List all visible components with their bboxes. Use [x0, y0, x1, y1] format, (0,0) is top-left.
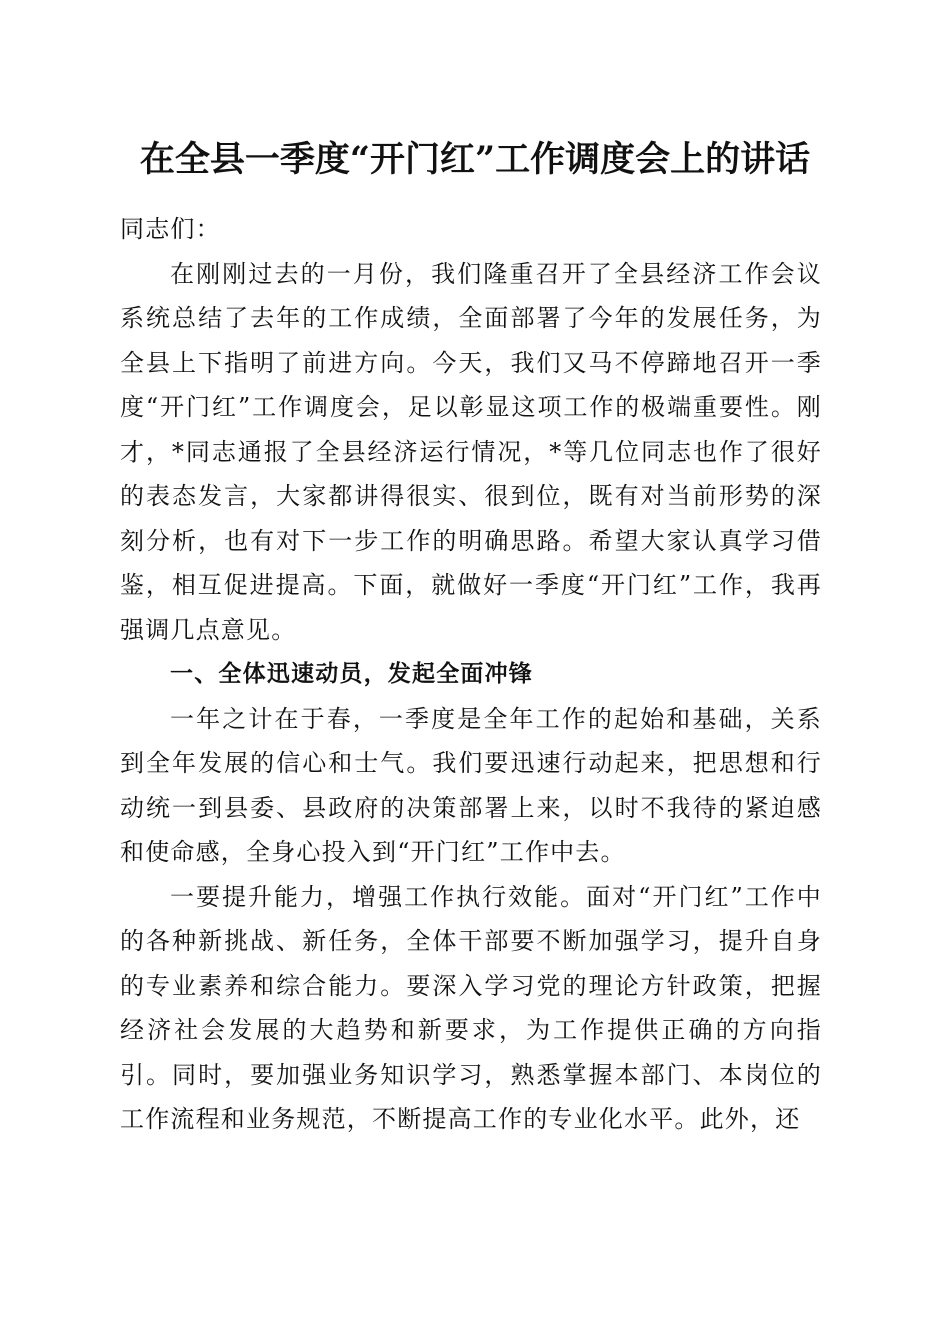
- paragraph-section-1: 一年之计在于春，一季度是全年工作的起始和基础，关系到全年发展的信心和士气。我们要迅速行动起来，把思想和行动统一到县委、县政府的决策部署上来，以时不我待的紧迫感和使命感，全身心投入到“开门红”工作中去。: [120, 704, 822, 866]
- document-title: 在全县一季度“开门红”工作调度会上的讲话: [139, 139, 811, 180]
- paragraph-intro: 在刚刚过去的一月份，我们隆重召开了全县经济工作会议系统总结了去年的工作成绩，全面部署了今年的发展任务，为全县上下指明了前进方向。今天，我们又马不停蹄地召开一季度“开门红”工作调度会，足以彰显这项工作的极端重要性。刚才，*同志通报了全县经济运行情况，*等几位同志也作了很好的表态发言，大家都讲得很实、很到位，既有对当前形势的深刻分析，也有对下一步工作的明确思路。希望大家认真学习借鉴，相互促进提高。下面，就做好一季度“开门红”工作，我再强调几点意见。: [120, 259, 822, 644]
- salutation: 同志们：: [120, 215, 221, 243]
- section-heading: 一、全体迅速动员，发起全面冲锋: [170, 661, 533, 687]
- document-body: [120, 207, 822, 1142]
- paragraph-point-1: 一要提升能力，增强工作执行效能。面对“开门红”工作中的各种新挑战、新任务，全体干部要不断加强学习，提升自身的专业素养和综合能力。要深入学习党的理论方针政策，把握经济社会发展的大趋势和新要求，为工作提供正确的方向指引。同时，要加强业务知识学习，熟悉掌握本部门、本岗位的工作流程和业务规范，不断提高工作的专业化水平。此外，还: [120, 882, 822, 1133]
